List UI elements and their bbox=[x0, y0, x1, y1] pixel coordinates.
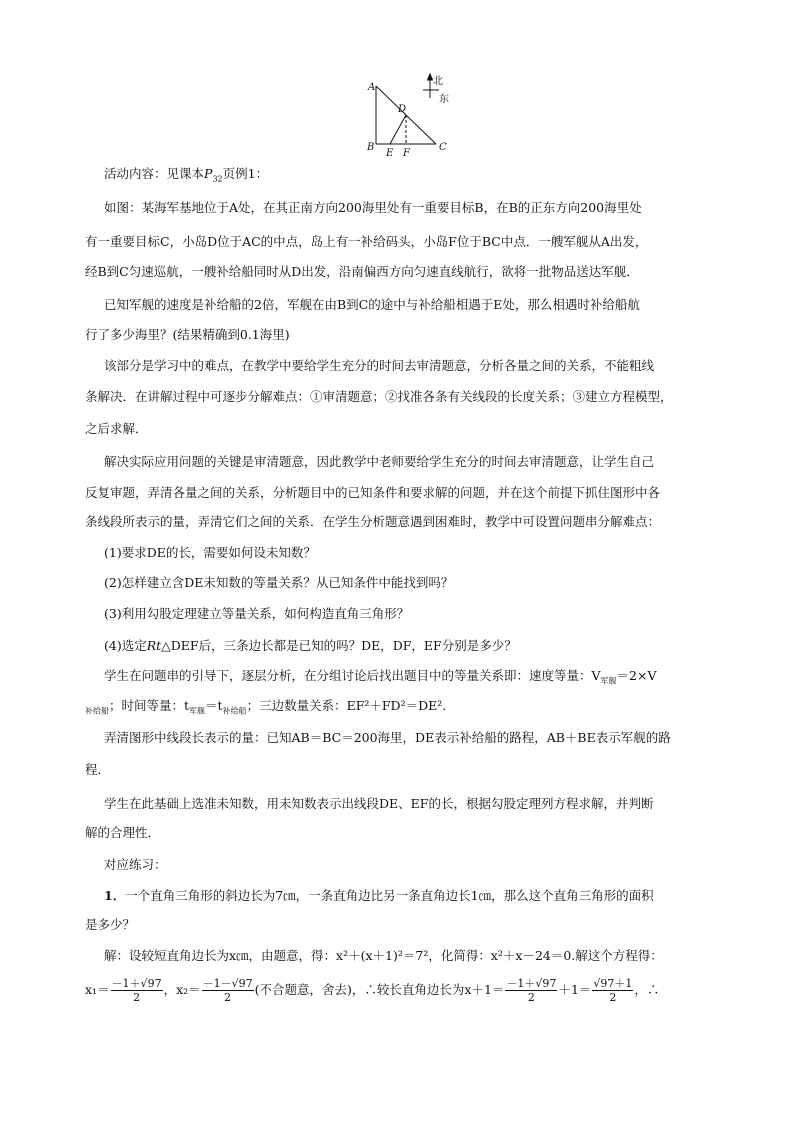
text: 学生在问题串的引导下，逐层分析，在分组讨论后找出题目中的等量关系即：速度等量：V bbox=[104, 668, 601, 683]
text: 军舰 bbox=[189, 706, 206, 716]
problem-line-3: 经B到C匀速巡航，一艘补给船同时从D出发，沿南偏西方向匀速直线航行，欲将一批物品送达军舰． bbox=[85, 264, 639, 279]
segment-de bbox=[390, 115, 406, 144]
fraction-denominator: 2 bbox=[224, 991, 232, 1004]
activity-content-line bbox=[104, 164, 268, 190]
text: ＝t bbox=[205, 698, 223, 713]
problem-line-1: 如图：某海军基地位于A处，在其正南方向200海里处有一重要目标B，在B的正东方向200海里处 bbox=[104, 200, 642, 215]
fraction-denominator: 2 bbox=[133, 991, 141, 1004]
text: P bbox=[204, 166, 213, 181]
exercise-heading: 对应练习： bbox=[104, 857, 167, 872]
question-2: (2)怎样建立含DE未知数的等量关系？从已知条件中能找到吗？ bbox=[104, 575, 454, 590]
fraction bbox=[202, 977, 254, 1004]
paragraph-line: 该部分是学习中的难点，在教学中要给学生充分的时间去审清题意，分析各量之间的关系，不能粗线 bbox=[104, 358, 655, 373]
paragraph-line: 解的合理性． bbox=[85, 825, 161, 840]
question-1: (1)要求DE的长，需要如何设未知数？ bbox=[104, 545, 316, 560]
text: 32 bbox=[212, 174, 223, 184]
text: ；三边数量关系：EF²＋FD²＝DE². bbox=[246, 698, 447, 713]
text: (4)选定 bbox=[104, 638, 147, 653]
fraction-numerator: －1＋√97 bbox=[111, 977, 162, 990]
text: 页例1： bbox=[222, 166, 269, 181]
text: 军舰 bbox=[600, 676, 617, 686]
relation-line-1 bbox=[104, 666, 657, 692]
paragraph-line: 程． bbox=[85, 762, 111, 777]
text: (不合题意，舍去)，∴较长直角边长为x＋1＝ bbox=[254, 982, 505, 997]
label-d: D bbox=[398, 104, 407, 115]
label-c: C bbox=[439, 142, 447, 153]
exercise-1-line-1 bbox=[104, 886, 654, 906]
compass-east: 东 bbox=[439, 94, 449, 105]
fraction bbox=[592, 977, 633, 1004]
text: ＋1＝ bbox=[558, 982, 592, 997]
paragraph-line: 弄清图形中线段长表示的量：已知AB＝BC＝200海里，DE表示补给船的路程，AB＋BE表示军舰的路 bbox=[104, 730, 671, 745]
triangle-figure bbox=[360, 70, 470, 160]
paragraph-line: 之后求解． bbox=[85, 421, 148, 436]
text: △DEF后，三条边长都是已知的吗？DE，DF，EF分别是多少？ bbox=[161, 638, 517, 653]
label-e: E bbox=[386, 148, 394, 159]
text: 活动内容：见课本 bbox=[104, 166, 205, 181]
text: 1． bbox=[104, 888, 126, 903]
fraction bbox=[505, 977, 557, 1004]
paragraph-line: 解决实际应用问题的关键是审清题意，因此教学中老师要给学生充分的时间去审清题意，让学生自己 bbox=[104, 454, 655, 469]
exercise-1-line-2: 是多少？ bbox=[85, 917, 136, 932]
text: 一个直角三角形的斜边长为7㎝，一条直角边比另一条直角边长1㎝，那么这个直角三角形的面积 bbox=[125, 888, 654, 903]
text: 补给船 bbox=[222, 706, 247, 716]
compass-north: 北 bbox=[433, 76, 443, 87]
paragraph-line: 学生在此基础上选准未知数，用未知数表示出线段DE、EF的长，根据勾股定理列方程求解，并判断 bbox=[104, 796, 654, 811]
question-4 bbox=[104, 636, 517, 656]
relation-line-2 bbox=[85, 696, 446, 722]
text: 补给船 bbox=[85, 706, 109, 716]
paragraph-line: 条线段所表示的量，弄清它们之间的关系．在学生分析题意遇到困难时，教学中可设置问题串分解难点： bbox=[85, 514, 661, 529]
solution-line-1: 解：设较短直角边长为x㎝，由题意，得：x²＋(x＋1)²＝7²，化简得：x²＋x－24＝0.解这个方程得： bbox=[104, 948, 663, 963]
paragraph-line: 条解决．在讲解过程中可逐步分解难点：①审清题意；②找准各条有关线段的长度关系；③建立方程模型， bbox=[85, 389, 673, 404]
solution-line-2 bbox=[85, 974, 659, 1006]
fraction-numerator: －1＋√97 bbox=[506, 977, 557, 990]
question-3: (3)利用勾股定理建立等量关系，如何构造直角三角形？ bbox=[104, 606, 410, 621]
text: Rt bbox=[146, 638, 162, 653]
fraction-numerator: √97＋1 bbox=[593, 977, 633, 990]
fraction-denominator: 2 bbox=[527, 991, 535, 1004]
text: x₁＝ bbox=[85, 982, 110, 997]
fraction-numerator: －1－√97 bbox=[202, 977, 253, 990]
problem-line-4: 已知军舰的速度是补给船的2倍，军舰在由B到C的途中与补给船相遇于E处，那么相遇时补给船航 bbox=[104, 297, 640, 312]
triangle-lines bbox=[376, 86, 436, 144]
fraction bbox=[111, 977, 163, 1004]
text: ；时间等量：t bbox=[109, 698, 190, 713]
paragraph-line: 反复审题，弄清各量之间的关系，分析题目中的已知条件和要求解的问题，并在这个前提下抓住图形中各 bbox=[85, 485, 661, 500]
text: ，∴ bbox=[634, 982, 660, 997]
text: ，x₂＝ bbox=[163, 982, 201, 997]
fraction-denominator: 2 bbox=[609, 991, 617, 1004]
text: ＝2×V bbox=[616, 668, 657, 683]
problem-line-2: 有一重要目标C，小岛D位于AC的中点，岛上有一补给码头，小岛F位于BC中点．一艘军舰从A出发， bbox=[85, 234, 648, 249]
label-a: A bbox=[368, 82, 376, 93]
problem-line-5: 行了多少海里？(结果精确到0.1海里) bbox=[85, 327, 290, 342]
label-b: B bbox=[367, 142, 375, 153]
label-f: F bbox=[403, 148, 410, 159]
